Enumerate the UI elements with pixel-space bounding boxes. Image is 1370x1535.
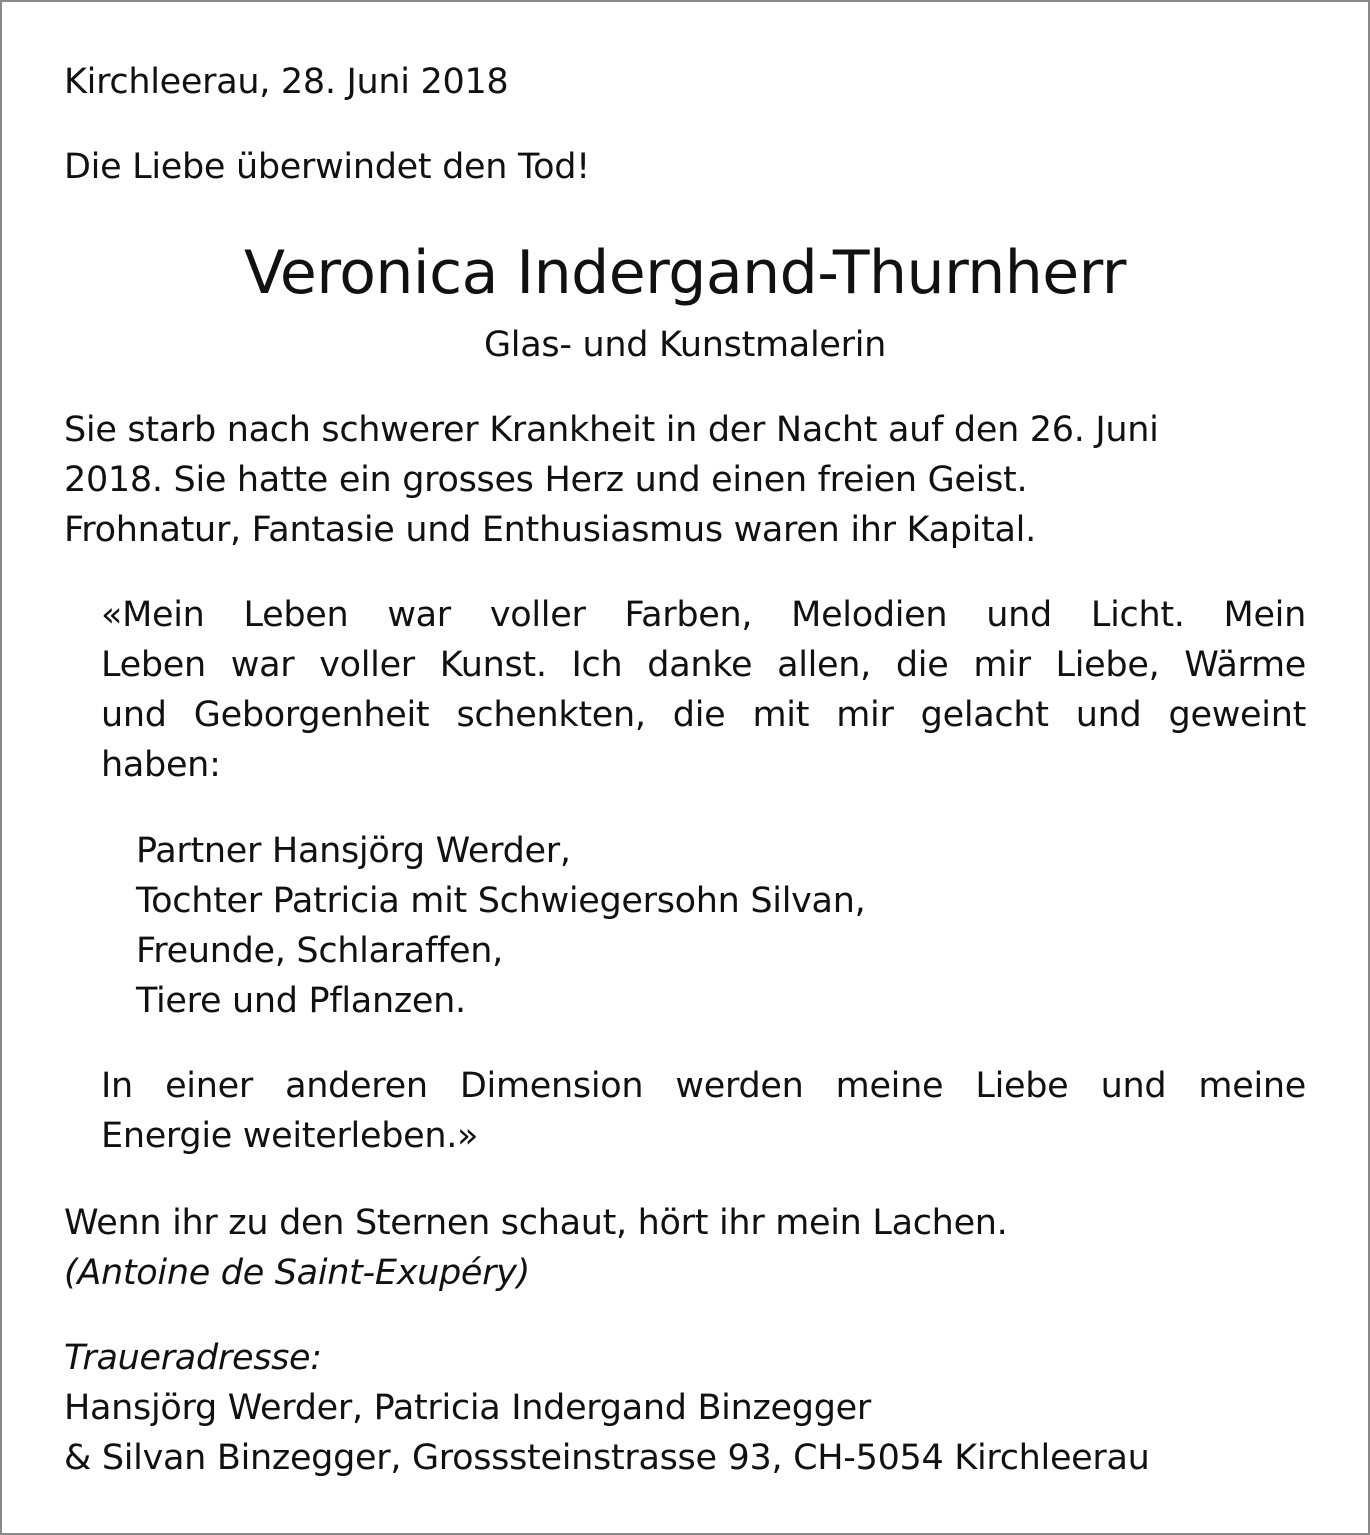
announcement-line: Sie starb nach schwerer Krankheit in der Nacht auf den 26. Juni (64, 410, 1159, 450)
thanks-item: Tiere und Pflanzen. (136, 981, 466, 1021)
quote-line: «Mein Leben war voller Farben, Melodien und Licht. Mein (101, 595, 1306, 635)
thanks-item: Tochter Patricia mit Schwiegersohn Silvan, (136, 881, 866, 921)
mourning-address-line: Hansjörg Werder, Patricia Indergand Binzegger (64, 1388, 871, 1428)
quote-line: und Geborgenheit schenkten, die mit mir gelacht und geweint (101, 695, 1306, 735)
place-date: Kirchleerau, 28. Juni 2018 (64, 62, 509, 102)
epigraph-text: Wenn ihr zu den Sternen schaut, hört ihr mein Lachen. (64, 1203, 1008, 1243)
announcement-line: Frohnatur, Fantasie und Enthusiasmus waren ihr Kapital. (64, 510, 1036, 550)
motto: Die Liebe überwindet den Tod! (64, 147, 590, 187)
announcement-line: 2018. Sie hatte ein grosses Herz und einen freien Geist. (64, 460, 1028, 500)
quote-line: haben: (101, 745, 221, 785)
closing-quote (101, 1061, 1306, 1161)
closing-quote-line: Energie weiterleben.» (101, 1116, 479, 1156)
mourning-address-label: Traueradresse: (64, 1338, 322, 1378)
mourning-address-line: & Silvan Binzegger, Grosssteinstrasse 93, CH-5054 Kirchleerau (64, 1438, 1150, 1478)
quote-line: Leben war voller Kunst. Ich danke allen, die mir Liebe, Wärme (101, 645, 1306, 685)
thanks-item: Partner Hansjörg Werder, (136, 831, 571, 871)
thanks-item: Freunde, Schlaraffen, (136, 931, 503, 971)
quote (101, 590, 1306, 790)
deceased-profession: Glas- und Kunstmalerin (483, 325, 887, 365)
epigraph-author: (Antoine de Saint-Exupéry) (64, 1253, 530, 1293)
closing-quote-line: In einer anderen Dimension werden meine Liebe und meine (101, 1066, 1306, 1106)
deceased-name: Veronica Indergand-Thurnherr (244, 238, 1126, 308)
